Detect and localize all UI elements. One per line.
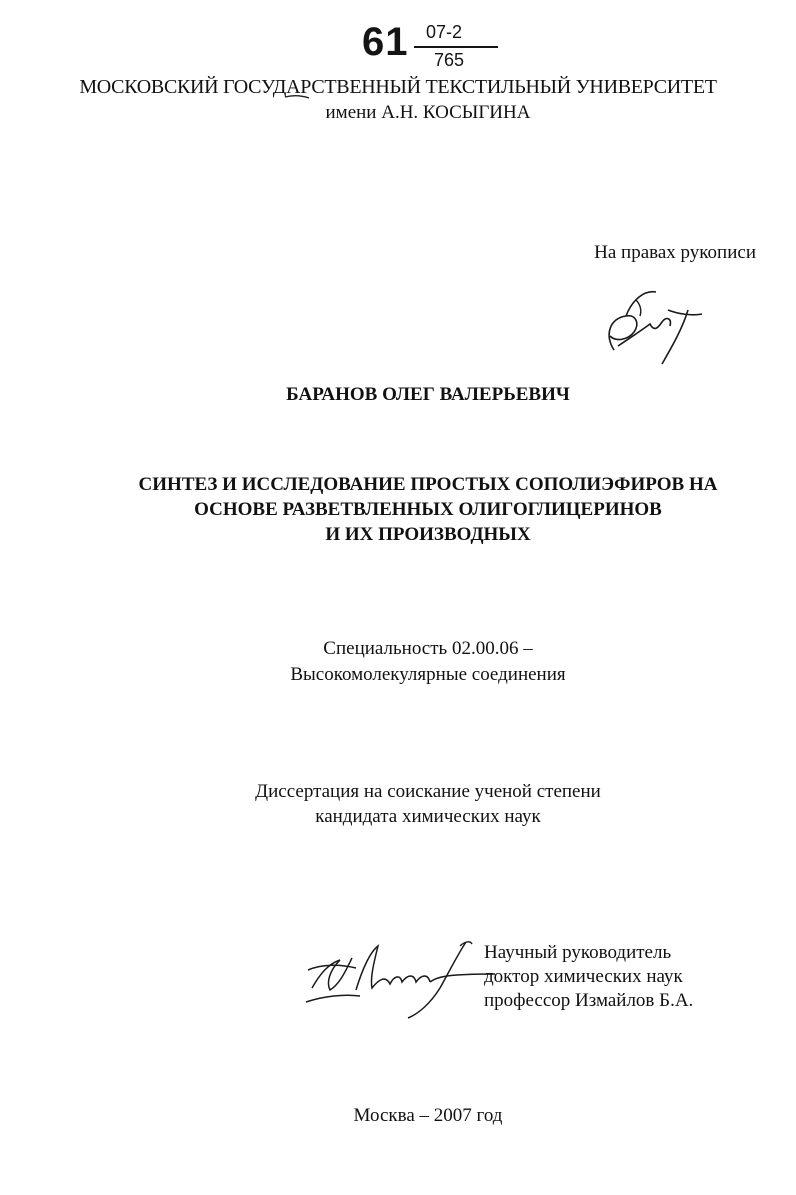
supervisor-degree: доктор химических наук — [484, 966, 683, 987]
supervisor-name: профессор Измайлов Б.А. — [484, 990, 694, 1011]
degree-block — [30, 779, 796, 829]
title-line: ОСНОВЕ РАЗВЕТВЛЕННЫХ ОЛИГОГЛИЦЕРИНОВ — [194, 499, 662, 520]
specialty-block — [30, 636, 796, 688]
stamp-main-number: 61 — [362, 20, 409, 64]
university-name: МОСКОВСКИЙ ГОСУДАРСТВЕННЫЙ ТЕКСТИЛЬНЫЙ УНИВЕРСИТЕТ — [79, 76, 717, 98]
dissertation-title — [30, 472, 796, 547]
degree-line-2: кандидата химических наук — [315, 806, 541, 827]
specialty-code: Специальность 02.00.06 – — [323, 638, 533, 659]
stamp-fraction-top: 07-2 — [426, 22, 463, 42]
title-line: И ИХ ПРОИЗВОДНЫХ — [325, 524, 531, 545]
supervisor-role: Научный руководитель — [484, 942, 672, 963]
stamp-number — [362, 18, 512, 78]
city-year: Москва – 2007 год — [353, 1105, 503, 1126]
supervisor-block — [484, 941, 784, 1013]
stamp-fraction-line — [414, 46, 498, 48]
supervisor-signature — [300, 930, 495, 1020]
author-name: БАРАНОВ ОЛЕГ ВАЛЕРЬЕВИЧ — [286, 384, 570, 405]
stamp-fraction-bottom: 765 — [434, 50, 465, 70]
specialty-name: Высокомолекулярные соединения — [290, 664, 566, 685]
author-signature — [596, 280, 716, 370]
title-line: СИНТЕЗ И ИССЛЕДОВАНИЕ ПРОСТЫХ СОПОЛИЭФИРОВ НА — [138, 474, 718, 495]
rights-note: На правах рукописи — [594, 242, 756, 263]
degree-line-1: Диссертация на соискание ученой степени — [255, 781, 601, 802]
university-subtitle: имени А.Н. КОСЫГИНА — [325, 102, 531, 123]
